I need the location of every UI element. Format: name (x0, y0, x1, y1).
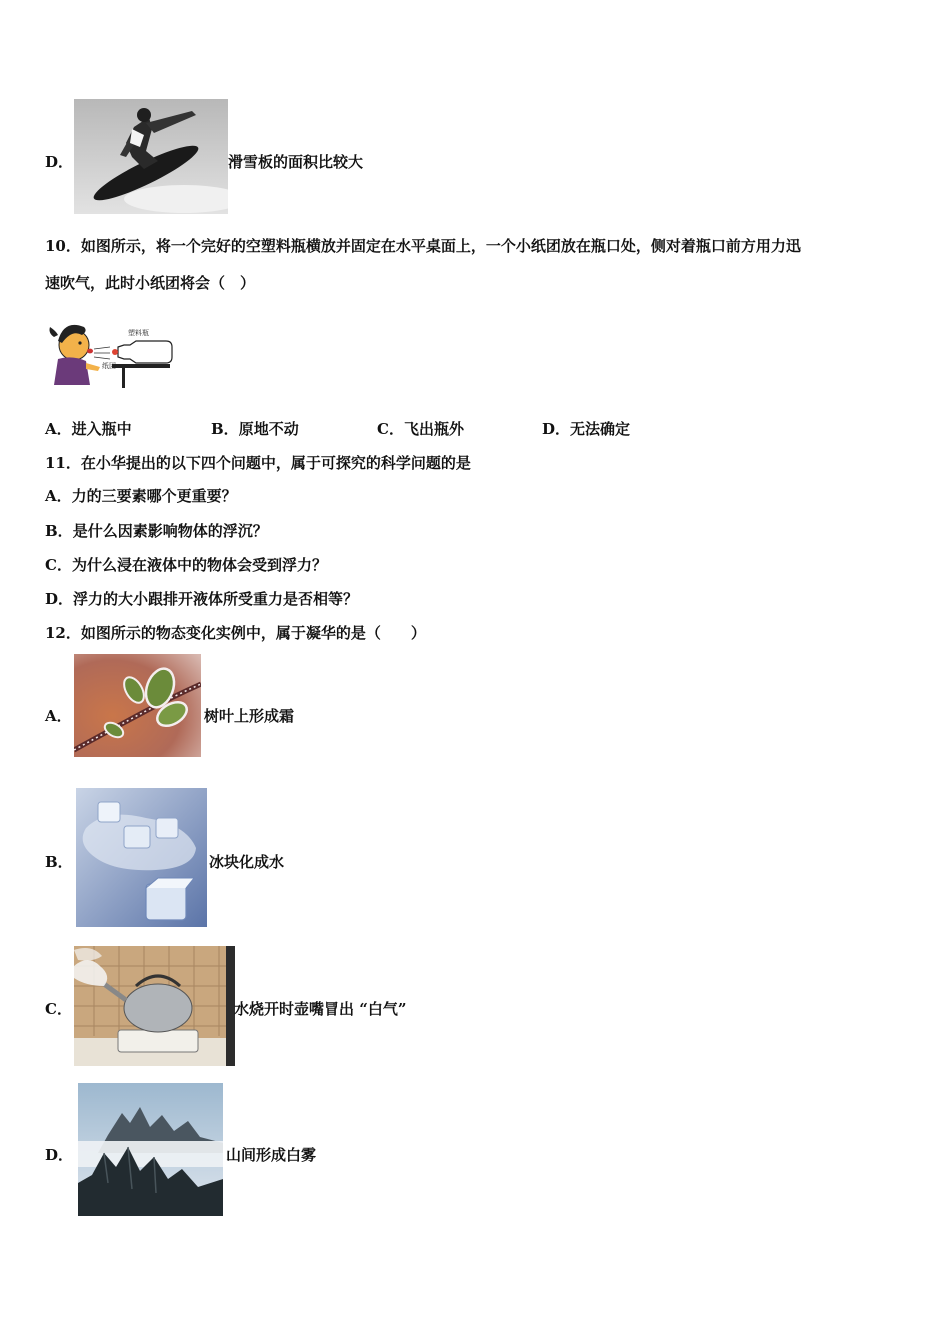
q10-option-c: C．飞出瓶外 (377, 420, 464, 438)
frost-leaf-photo (74, 654, 201, 757)
q12-option-b-text: 冰块化成水 (209, 853, 285, 871)
snowboard-photo (74, 99, 228, 214)
ice-cubes-photo (76, 788, 207, 927)
q10-stem-line1: 10．如图所示，将一个完好的空塑料瓶横放并固定在水平桌面上，一个小纸团放在瓶口处，侧对着瓶口前方用力迅 (45, 237, 801, 255)
q11-stem: 11．在小华提出的以下四个问题中，属于可探究的科学问题的是 (45, 454, 471, 472)
q11-option-d: D．浮力的大小跟排开液体所受重力是否相等？ (45, 590, 359, 608)
bottle-blowing-figure (44, 313, 174, 388)
q10-stem-line2: 速吹气，此时小纸团将会（ ） (45, 274, 256, 292)
q12-option-d-text: 山间形成白雾 (226, 1146, 317, 1164)
q12-option-d-letter: D． (45, 1146, 74, 1164)
paper-label: 纸团 (102, 362, 116, 370)
q11-option-b: B．是什么因素影响物体的浮沉？ (45, 522, 268, 540)
q10-option-b: B．原地不动 (211, 420, 299, 438)
mountain-fog-photo (78, 1083, 223, 1216)
q12-option-a-text: 树叶上形成霜 (204, 707, 295, 725)
q12-option-b-letter: B． (45, 853, 73, 871)
q10-option-a: A．进入瓶中 (45, 420, 132, 438)
q11-option-a: A．力的三要素哪个更重要？ (45, 487, 237, 505)
bottle-label: 塑料瓶 (128, 329, 149, 337)
q11-option-c: C．为什么浸在液体中的物体会受到浮力？ (45, 556, 327, 574)
q12-option-c-text: 水烧开时壶嘴冒出 “白气” (234, 1000, 407, 1018)
q9-option-d-letter: D． (45, 153, 74, 171)
q12-option-c-letter: C． (45, 1000, 72, 1018)
q12-option-a-letter: A． (45, 707, 72, 725)
q12-stem: 12．如图所示的物态变化实例中，属于凝华的是（ ） (45, 624, 426, 642)
kettle-photo (74, 946, 235, 1066)
q9-option-d-text: 滑雪板的面积比较大 (228, 153, 364, 171)
q10-option-d: D．无法确定 (542, 420, 631, 438)
